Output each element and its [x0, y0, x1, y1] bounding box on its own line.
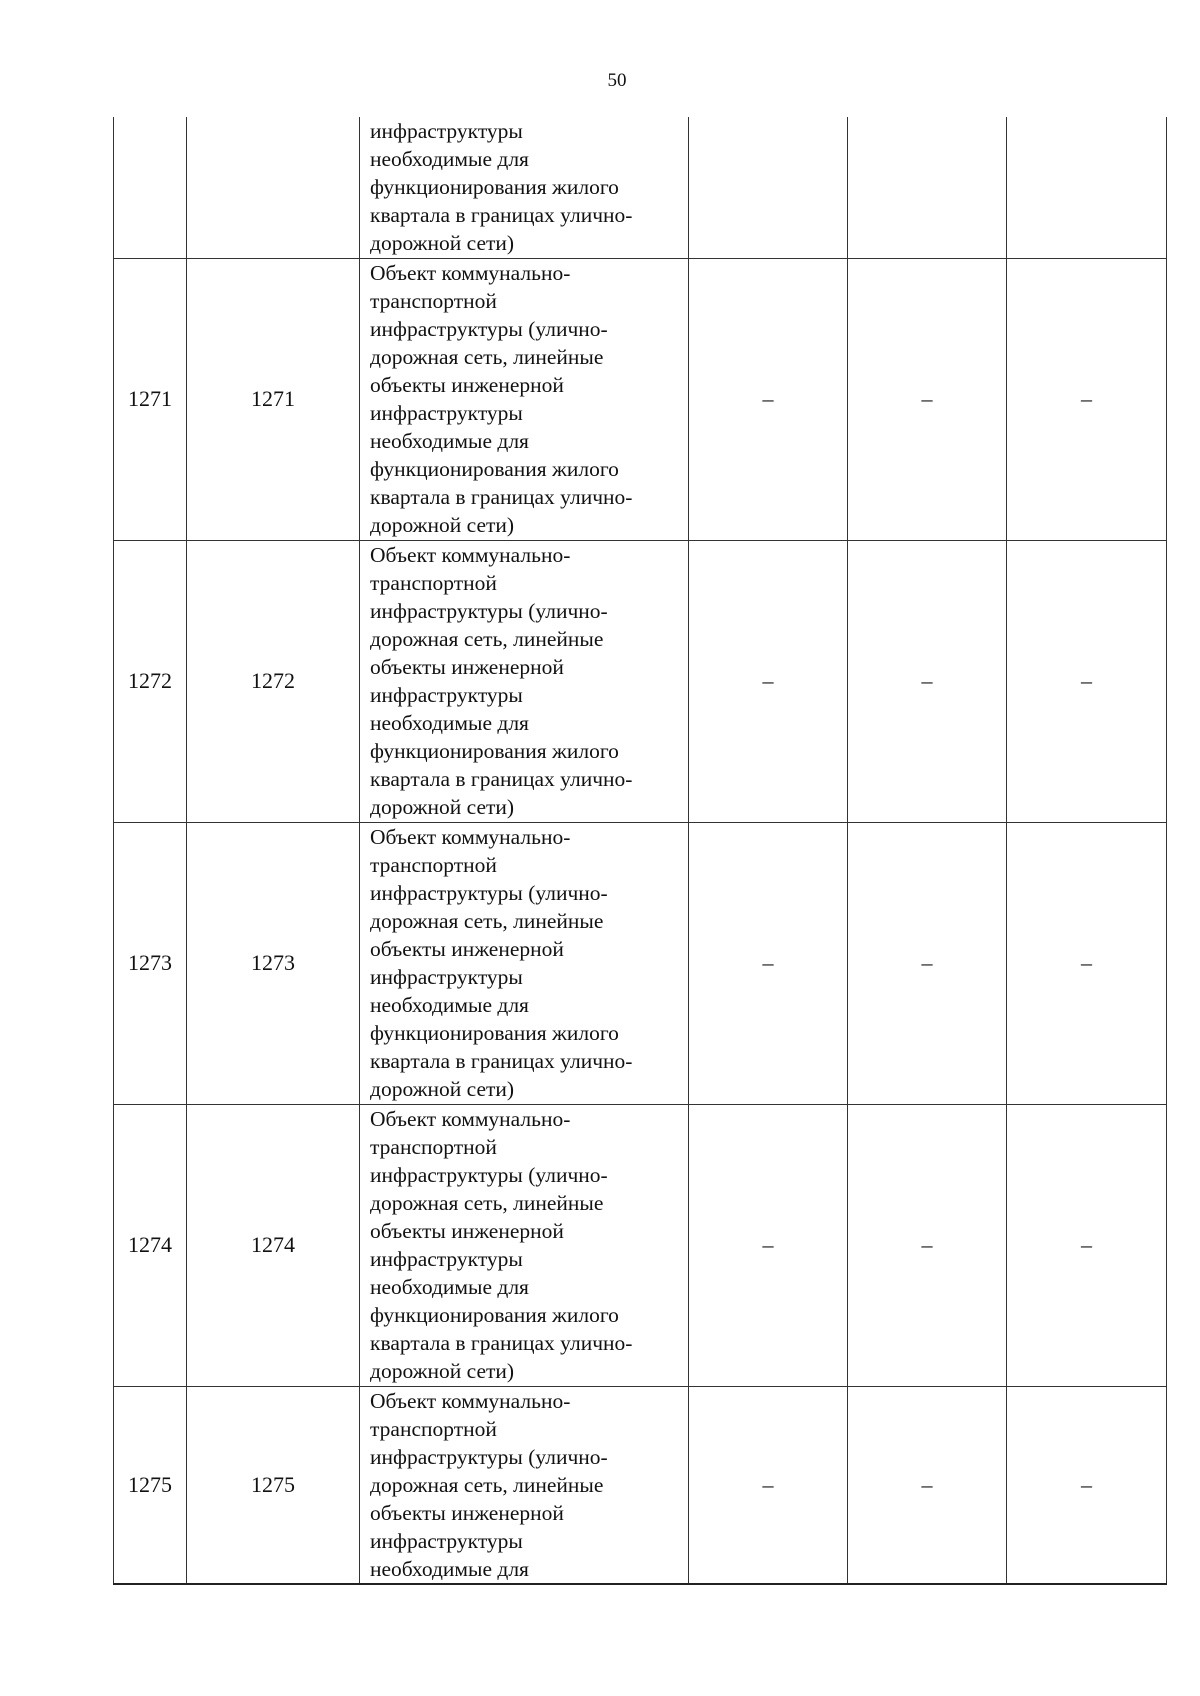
- value-cell: –: [848, 540, 1007, 822]
- description-line: Объект коммунально-: [370, 824, 571, 849]
- description-line: квартала в границах улично-: [370, 1048, 633, 1073]
- description-line: инфраструктуры: [370, 400, 523, 425]
- description-line: квартала в границах улично-: [370, 203, 633, 227]
- description-line: функционирования жилого: [370, 1020, 619, 1045]
- value-cell: –: [689, 822, 848, 1104]
- description-line: функционирования жилого: [370, 738, 619, 763]
- row-number-cell: 1272: [114, 540, 187, 822]
- description-line: Объект коммунально-: [370, 260, 571, 285]
- description-line: транспортной: [370, 1134, 497, 1159]
- row-number-cell: 1275: [114, 1386, 187, 1584]
- description-line: инфраструктуры: [370, 1528, 523, 1553]
- value-cell: –: [1007, 1386, 1167, 1584]
- row-number-cell: 1273: [114, 822, 187, 1104]
- description-line: функционирования жилого: [370, 456, 619, 481]
- description-cell: [360, 117, 689, 258]
- object-number-cell: 1272: [187, 540, 360, 822]
- description-line: дорожная сеть, линейные: [370, 344, 604, 369]
- description-line: инфраструктуры: [370, 682, 523, 707]
- value-cell: –: [1007, 1104, 1167, 1386]
- object-number-cell: 1271: [187, 258, 360, 540]
- description-line: объекты инженерной: [370, 654, 564, 679]
- description-line: транспортной: [370, 288, 497, 313]
- description-line: дорожная сеть, линейные: [370, 626, 604, 651]
- description-line: необходимые для: [370, 1556, 529, 1581]
- value-cell: –: [1007, 540, 1167, 822]
- description-line: инфраструктуры (улично-: [370, 1444, 608, 1469]
- description-line: дорожной сети): [370, 794, 515, 819]
- value-cell: –: [689, 540, 848, 822]
- description-line: необходимые для: [370, 710, 529, 735]
- description-line: инфраструктуры: [370, 119, 523, 143]
- description-line: необходимые для: [370, 1274, 529, 1299]
- description-line: объекты инженерной: [370, 372, 564, 397]
- description-line: дорожной сети): [370, 1076, 515, 1101]
- value-cell: [848, 117, 1007, 258]
- description-line: квартала в границах улично-: [370, 1330, 633, 1355]
- object-number-cell: 1274: [187, 1104, 360, 1386]
- value-cell: [689, 117, 848, 258]
- description-line: инфраструктуры (улично-: [370, 1162, 608, 1187]
- table-row: [114, 1104, 1167, 1386]
- description-line: инфраструктуры: [370, 1246, 523, 1271]
- object-number-cell: 1275: [187, 1386, 360, 1584]
- description-line: дорожной сети): [370, 1358, 515, 1383]
- description-line: Объект коммунально-: [370, 1388, 571, 1413]
- row-number-cell: 1271: [114, 258, 187, 540]
- data-table: [113, 117, 1167, 1585]
- value-cell: –: [848, 258, 1007, 540]
- description-line: дорожная сеть, линейные: [370, 908, 604, 933]
- description-line: необходимые для: [370, 147, 529, 171]
- description-cell: [360, 258, 689, 540]
- description-line: объекты инженерной: [370, 1218, 564, 1243]
- description-line: дорожной сети): [370, 512, 515, 537]
- description-line: дорожная сеть, линейные: [370, 1190, 604, 1215]
- description-line: дорожная сеть, линейные: [370, 1472, 604, 1497]
- description-line: квартала в границах улично-: [370, 766, 633, 791]
- value-cell: [1007, 117, 1167, 258]
- description-line: инфраструктуры (улично-: [370, 880, 608, 905]
- description-line: Объект коммунально-: [370, 1106, 571, 1131]
- description-line: функционирования жилого: [370, 175, 619, 199]
- description-line: инфраструктуры (улично-: [370, 598, 608, 623]
- description-line: транспортной: [370, 570, 497, 595]
- description-line: объекты инженерной: [370, 1500, 564, 1525]
- description-cell: [360, 1104, 689, 1386]
- value-cell: –: [848, 1104, 1007, 1386]
- table-row: [114, 258, 1167, 540]
- page-number: 50: [607, 70, 627, 91]
- description-line: необходимые для: [370, 428, 529, 453]
- object-number-cell: 1273: [187, 822, 360, 1104]
- description-cell: [360, 1386, 689, 1584]
- description-cell: [360, 540, 689, 822]
- table-row: [114, 117, 1167, 258]
- description-line: транспортной: [370, 1416, 497, 1441]
- object-number-cell: [187, 117, 360, 258]
- table-row: [114, 1386, 1167, 1584]
- value-cell: –: [689, 1386, 848, 1584]
- value-cell: –: [848, 1386, 1007, 1584]
- value-cell: –: [689, 258, 848, 540]
- description-line: инфраструктуры (улично-: [370, 316, 608, 341]
- description-line: Объект коммунально-: [370, 542, 571, 567]
- row-number-cell: [114, 117, 187, 258]
- table-row: [114, 822, 1167, 1104]
- description-line: объекты инженерной: [370, 936, 564, 961]
- description-line: дорожной сети): [370, 231, 515, 255]
- table-row: [114, 540, 1167, 822]
- row-number-cell: 1274: [114, 1104, 187, 1386]
- value-cell: –: [848, 822, 1007, 1104]
- description-line: функционирования жилого: [370, 1302, 619, 1327]
- description-line: квартала в границах улично-: [370, 484, 633, 509]
- value-cell: –: [689, 1104, 848, 1386]
- description-line: транспортной: [370, 852, 497, 877]
- description-line: инфраструктуры: [370, 964, 523, 989]
- description-cell: [360, 822, 689, 1104]
- value-cell: –: [1007, 822, 1167, 1104]
- value-cell: –: [1007, 258, 1167, 540]
- description-line: необходимые для: [370, 992, 529, 1017]
